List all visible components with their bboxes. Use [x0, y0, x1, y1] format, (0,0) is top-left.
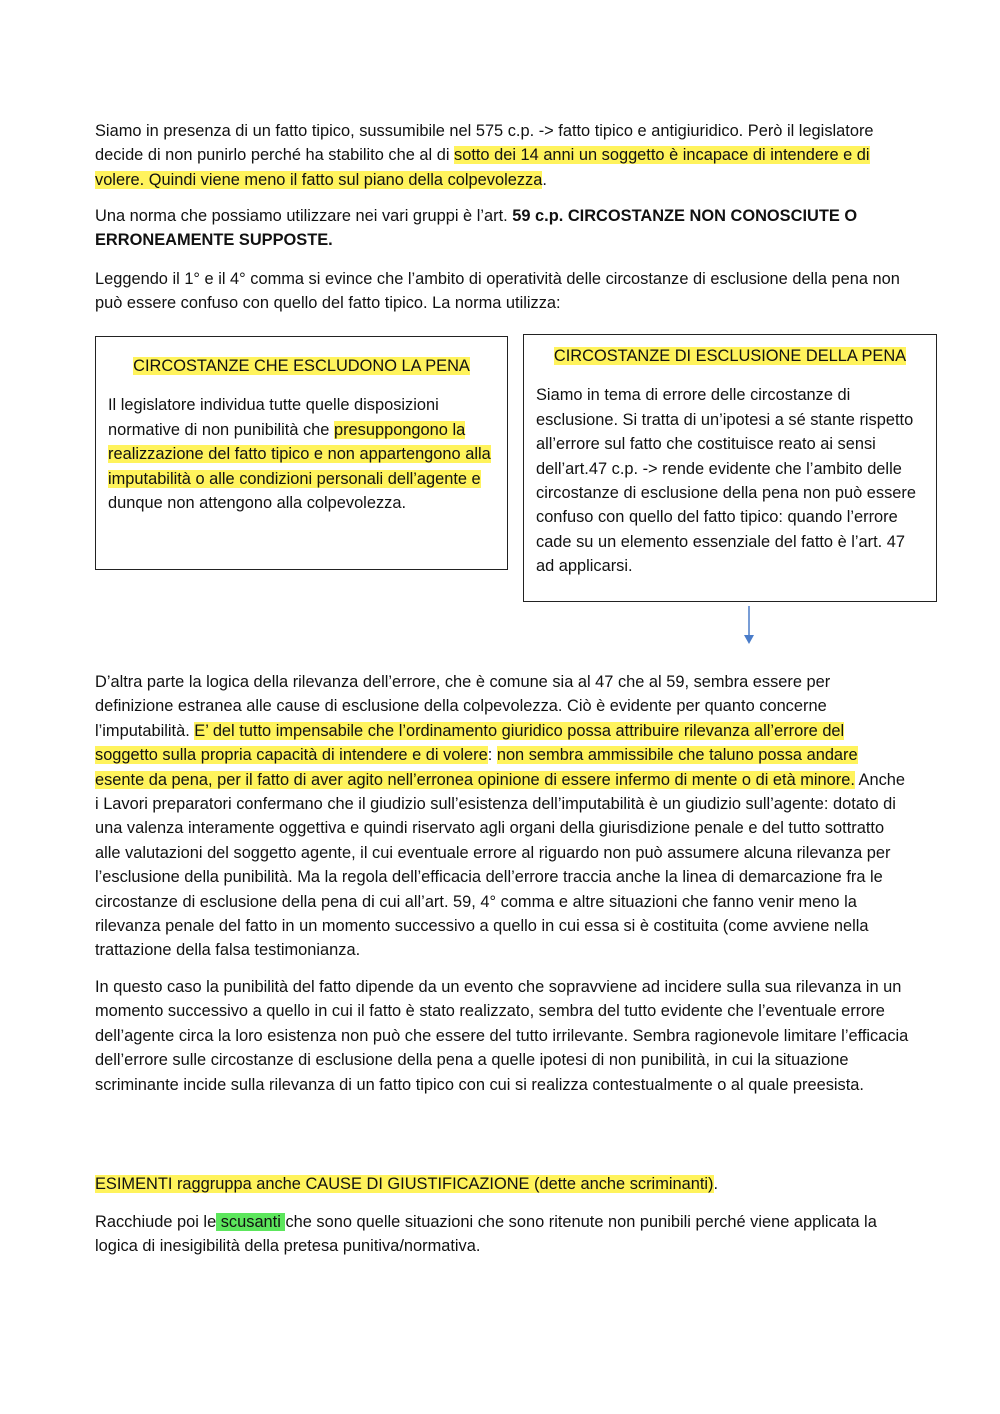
paragraph-1 [95, 119, 910, 192]
box-left-title-wrap [96, 354, 507, 378]
paragraph-4 [95, 670, 910, 963]
p1-text-a: Siamo in presenza di un fatto tipico, sussumibile nel 575 c.p. -> fatto tipico e antigiuridico. Però il legislatore decide di non punirlo perché ha stabilito che al di [95, 122, 874, 165]
p4-text-a: D’altra parte la logica della rilevanza dell’errore, che è comune sia al 47 che al 59, sembra essere per definizione estranea alle cause di esclusione della colpevolezza. Ciò è evidente per quanto concerne l’imputabilità. [95, 673, 831, 740]
p1-text-b: . [542, 170, 547, 189]
p4-highlight-2: non sembra ammissibile che taluno possa andare esente da pena, per il fatto di aver agito nell’erronea opinione di essere infermo di mente o di età minore. [95, 746, 858, 789]
paragraph-2 [95, 204, 910, 253]
p4-text-c: Anche i Lavori preparatori confermano che il giudizio sull’esistenza dell’imputabilità è un giudizio sull’agente: dotato di una valenza interamente oggettiva e quindi riservato agli organi della giurisdizione penale e del tutto sottratto alle valutazioni del soggetto agente, il cui eventuale errore al riguardo non può assumere alcuna rilevanza per l’esclusione della punibilità. Ma la regola dell’efficacia dell’errore traccia anche la linea di demarcazione fra le circostanze di esclusione della pena di cui all’art. 59, 4° comma e altre situazioni che fanno venir meno la rilevanza penale del fatto in un momento successivo a quello in cui essa si è costituita (come avviene nella trattazione della falsa testimonianza. [95, 770, 906, 960]
p5-text: In questo caso la punibilità del fatto dipende da un evento che sopravviene ad incidere sulla sua rilevanza in un momento successivo a quello in cui il fatto è stato realizzato, sembra del tutto evidente che l’eventuale errore dell’agente circa la loro esistenza non può che essere del tutto irrilevante. Sembra ragionevole limitare l’efficacia dell’errore sulle circostanze di esclusione della pena a quelle ipotesi di non punibilità, in cui la situazione scriminante incide sulla rilevanza di un fatto tipico con cui si realizza contestualmente o al quale preesista. [95, 978, 909, 1094]
box-circostanze-di-esclusione [523, 334, 937, 602]
box-left-title: CIRCOSTANZE CHE ESCLUDONO LA PENA [133, 357, 470, 375]
paragraph-5 [95, 975, 910, 1097]
p3-text: Leggendo il 1° e il 4° comma si evince che l’ambito di operatività delle circostanze di esclusione della pena non può essere confuso con quello del fatto tipico. La norma utilizza: [95, 270, 900, 313]
box-circostanze-che-escludono [95, 336, 508, 570]
box-left-text-a: Il legislatore individua tutte quelle disposizioni normative di non punibilità che [108, 396, 439, 439]
p4-text-b: : [487, 746, 497, 765]
p4-highlight-1: E’ del tutto impensabile che l’ordinamento giuridico possa attribuire rilevanza all’errore del soggetto sulla propria capacità di intendere e di volere [95, 721, 845, 765]
p1-highlight: sotto dei 14 anni un soggetto è incapace di intendere e di volere. Quindi viene meno il fatto sul piano della colpevolezza [95, 146, 870, 189]
paragraph-7 [95, 1210, 910, 1259]
p7-text-b: che sono quelle situazioni che sono ritenute non punibili perché viene applicata la logica di inesigibilità della pretesa punitiva/normativa. [95, 1213, 877, 1256]
p6-highlight: ESIMENTI raggruppa anche CAUSE DI GIUSTIFICAZIONE (dette anche scriminanti) [95, 1175, 714, 1193]
p2-text-a: Una norma che possiamo utilizzare nei vari gruppi è l’art. [95, 207, 513, 225]
box-right-body: Siamo in tema di errore delle circostanze di esclusione. Si tratta di un’ipotesi a sé stante rispetto all’errore sul fatto che costituisce reato ai sensi dell’art.47 c.p. -> rende evidente che l’ambito delle circostanze di esclusione della pena non può essere confuso con quello del fatto tipico: quando l’errore cade su un elemento essenziale del fatto è l’art. 47 ad applicarsi. [536, 386, 916, 576]
p2-bold-heading: 59 c.p. CIRCOSTANZE NON CONOSCIUTE O ERRONEAMENTE SUPPOSTE. [95, 207, 858, 250]
box-right-title-wrap [524, 344, 936, 368]
paragraph-6 [95, 1172, 910, 1196]
paragraph-3 [95, 267, 910, 316]
arrow-down-icon [741, 606, 757, 646]
box-right-title: CIRCOSTANZE DI ESCLUSIONE DELLA PENA [553, 347, 907, 365]
p7-text-a: Racchiude poi le [95, 1213, 217, 1231]
box-left-highlight: presuppongono la realizzazione del fatto tipico e non appartengono alla imputabilità o alle condizioni personali dell’agente e [108, 420, 491, 488]
p7-highlight-green: scusanti [216, 1213, 286, 1231]
p6-text: . [713, 1175, 719, 1193]
box-left-text-b: dunque non attengono alla colpevolezza. [108, 494, 407, 513]
box-left-body [108, 393, 495, 515]
